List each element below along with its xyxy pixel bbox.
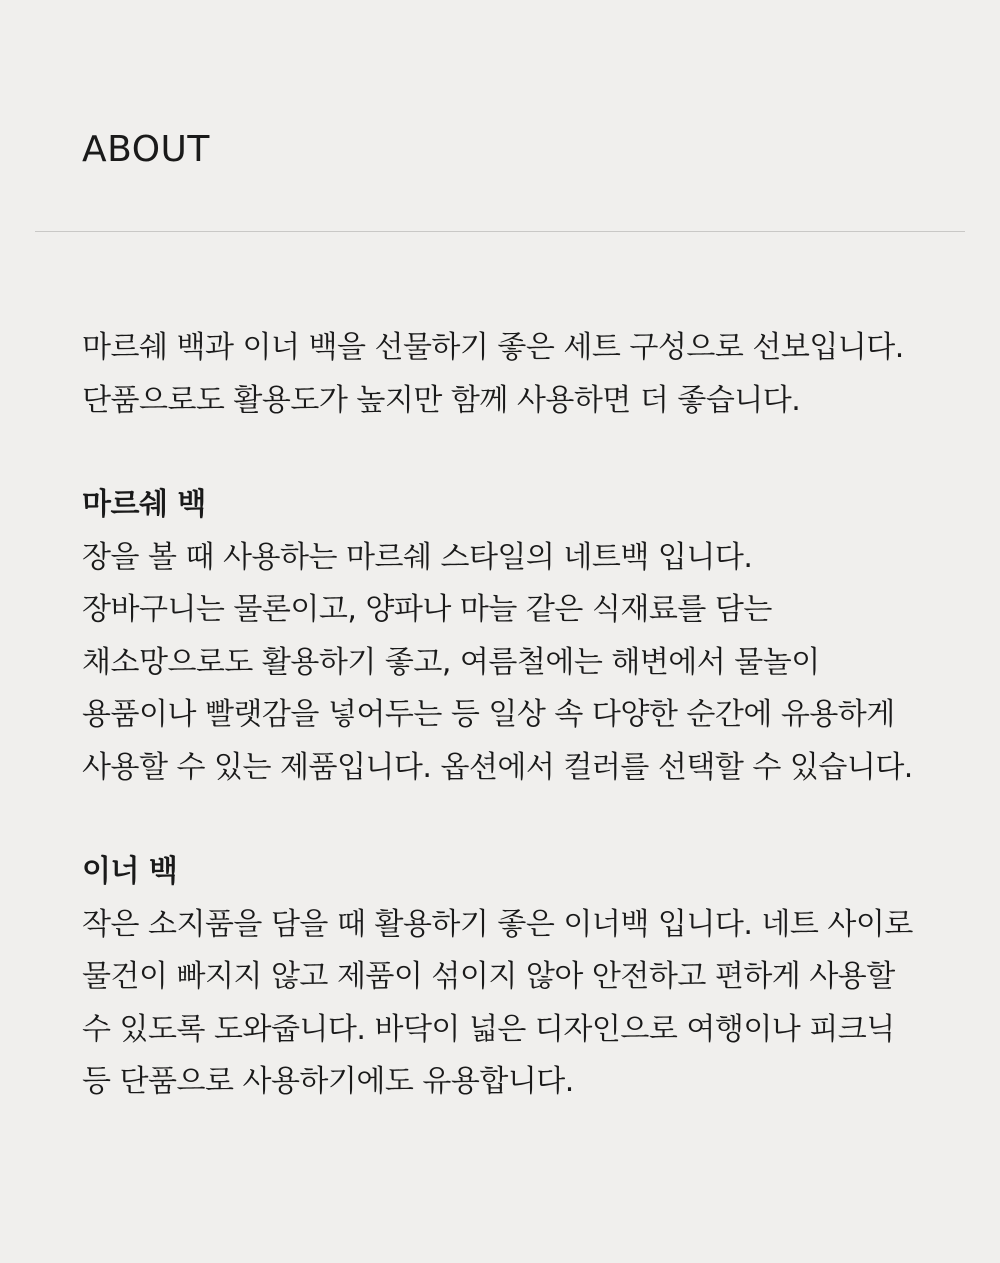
section-heading: 마르쉐 백 (82, 487, 206, 522)
section-paragraph (82, 899, 962, 1109)
about-content (82, 322, 962, 1109)
section-line: 작은 소지품을 담을 때 활용하기 좋은 이너백 입니다. 네트 사이로 (82, 906, 913, 942)
section-marche-bag (82, 479, 962, 794)
section-line: 등 단품으로 사용하기에도 유용합니다. (82, 1064, 574, 1099)
intro-paragraph (82, 322, 962, 427)
intro-line: 단품으로도 활용도가 높지만 함께 사용하면 더 좋습니다. (82, 382, 801, 418)
intro-line: 마르쉐 백과 이너 백을 선물하기 좋은 세트 구성으로 선보입니다. (82, 330, 904, 365)
section-inner-bag (82, 846, 962, 1109)
section-line: 장을 볼 때 사용하는 마르쉐 스타일의 네트백 입니다. (82, 539, 753, 575)
title-divider (35, 231, 965, 232)
section-line: 용품이나 빨랫감을 넣어두는 등 일상 속 다양한 순간에 유용하게 (82, 697, 895, 732)
section-line: 수 있도록 도와줍니다. 바닥이 넓은 디자인으로 여행이나 피크닉 (82, 1011, 895, 1047)
page-title: ABOUT (82, 129, 210, 170)
section-heading: 이너 백 (82, 854, 178, 889)
section-line: 사용할 수 있는 제품입니다. 옵션에서 컬러를 선택할 수 있습니다. (82, 749, 913, 785)
section-line: 채소망으로도 활용하기 좋고, 여름철에는 해변에서 물놀이 (82, 644, 820, 680)
section-line: 장바구니는 물론이고, 양파나 마늘 같은 식재료를 담는 (82, 592, 772, 627)
section-paragraph (82, 532, 962, 795)
section-line: 물건이 빠지지 않고 제품이 섞이지 않아 안전하고 편하게 사용할 (82, 959, 895, 994)
